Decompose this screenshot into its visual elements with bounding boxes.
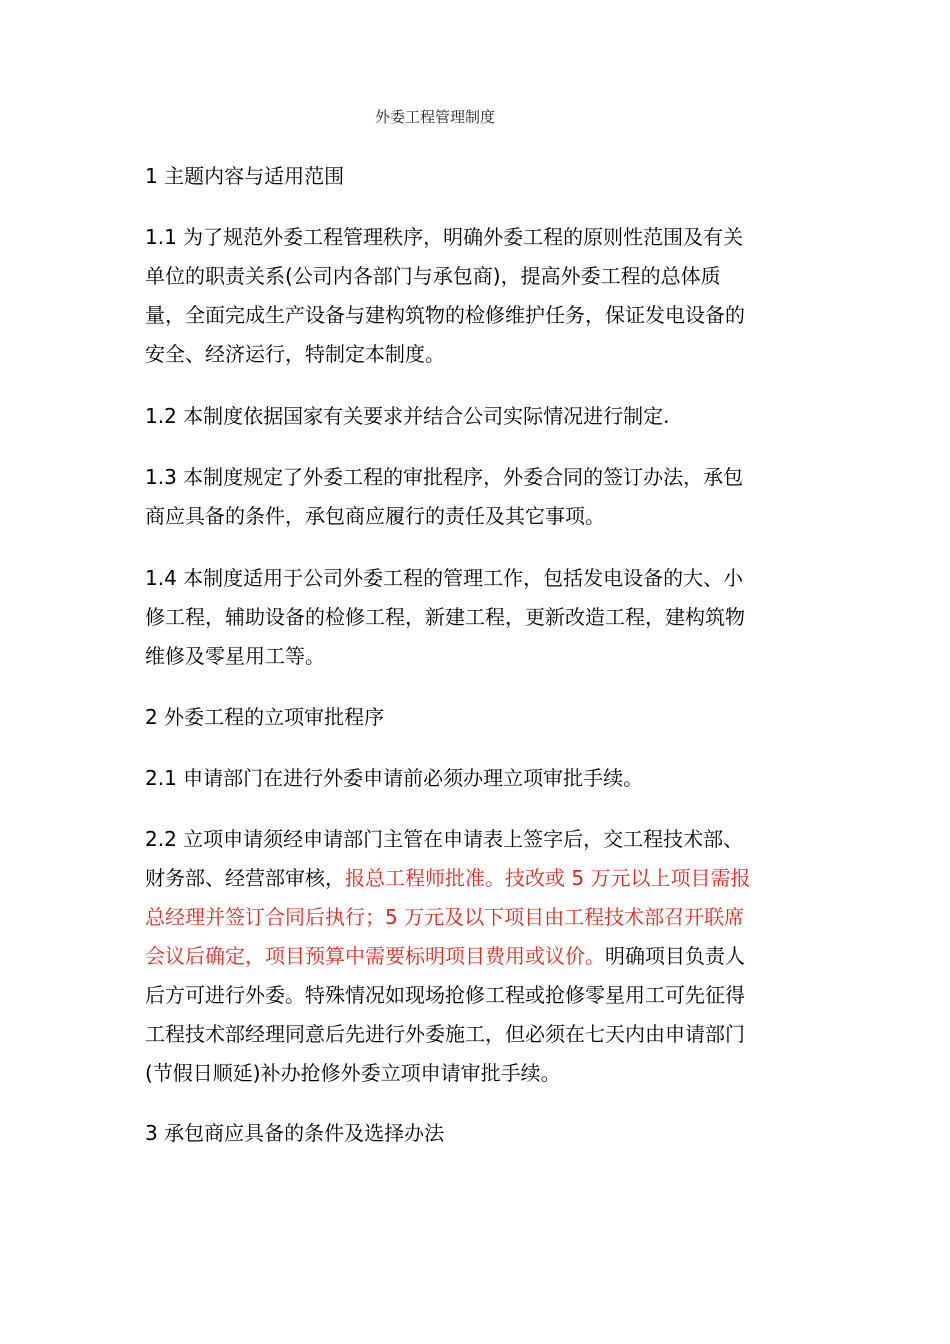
paragraph-2-1: 2.1 申请部门在进行外委申请前必须办理立项审批手续。: [145, 766, 644, 790]
plain-text: 财务部、经营部审核，: [145, 866, 345, 890]
paragraph-line: 1.3 本制度规定了外委工程的审批程序，外委合同的签订办法，承包: [145, 465, 744, 489]
document-title: 外委工程管理制度: [374, 108, 495, 126]
paragraph-line: 量，全面完成生产设备与建构筑物的检修维护任务，保证发电设备的: [145, 303, 745, 327]
paragraph-line: 1.1 为了规范外委工程管理秩序，明确外委工程的原则性范围及有关: [145, 225, 744, 249]
paragraph-line: 1.4 本制度适用于公司外委工程的管理工作，包括发电设备的大、小: [145, 566, 744, 590]
highlighted-text: 总经理并签订合同后执行；5 万元及以下项目由工程技术部召开联席: [145, 905, 745, 929]
paragraph-line: 修工程，辅助设备的检修工程，新建工程，更新改造工程，建构筑物: [145, 605, 745, 629]
paragraph-2-2: [145, 820, 825, 1093]
paragraph-line: 工程技术部经理同意后先进行外委施工，但必须在七天内由申请部门: [145, 1022, 745, 1046]
paragraph-1-3: [145, 458, 825, 536]
paragraph-line: 后方可进行外委。特殊情况如现场抢修工程或抢修零星用工可先征得: [145, 983, 745, 1007]
paragraph-1-1: [145, 218, 825, 374]
paragraph-1-4: [145, 559, 825, 676]
highlighted-text: 报总工程师批准。技改或 5 万元以上项目需报: [345, 866, 751, 890]
plain-text: 明确项目负责人: [605, 944, 745, 968]
paragraph-line: [145, 859, 825, 898]
section-2-heading: 2 外委工程的立项审批程序: [145, 705, 385, 729]
paragraph-line: 2.2 立项申请须经申请部门主管在申请表上签字后，交工程技术部、: [145, 827, 744, 851]
paragraph-line: 安全、经济运行，特制定本制度。: [145, 342, 445, 366]
paragraph-line: (节假日顺延)补办抢修外委立项申请审批手续。: [145, 1061, 561, 1085]
paragraph-line: [145, 937, 825, 976]
paragraph-line: 单位的职责关系(公司内各部门与承包商)，提高外委工程的总体质: [145, 264, 721, 288]
section-3-heading: 3 承包商应具备的条件及选择办法: [145, 1121, 445, 1145]
highlighted-text: 会议后确定，项目预算中需要标明项目费用或议价。: [145, 944, 605, 968]
section-1-heading: 1 主题内容与适用范围: [145, 164, 345, 188]
paragraph-line: 商应具备的条件，承包商应履行的责任及其它事项。: [145, 504, 605, 528]
paragraph-line: 维修及零星用工等。: [145, 644, 325, 668]
paragraph-1-2: 1.2 本制度依据国家有关要求并结合公司实际情况进行制定.: [145, 404, 670, 428]
